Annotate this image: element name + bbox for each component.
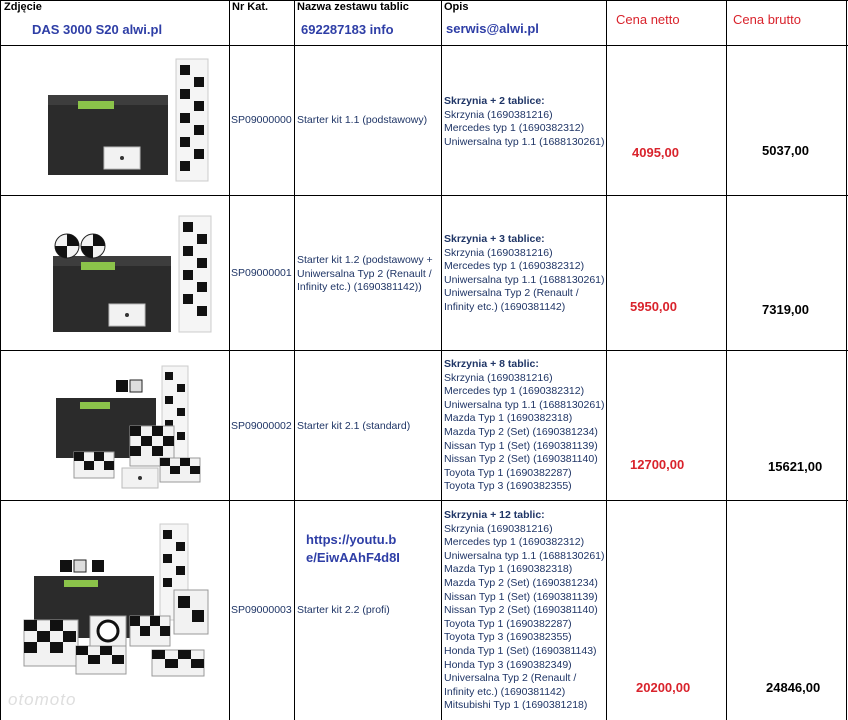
row-name: Starter kit 2.2 (profi) [297, 604, 390, 616]
desc-title: Skrzynia + 12 tablic: [444, 509, 545, 521]
desc-line: Toyota Typ 3 (1690382355) [444, 631, 572, 644]
price-netto: 5950,00 [630, 299, 677, 314]
grid-line [0, 195, 848, 196]
desc-line: Toyota Typ 1 (1690382287) [444, 466, 572, 479]
row-desc [444, 95, 606, 149]
product-photo-kit-2-1 [50, 362, 210, 497]
row-name: Starter kit 2.1 (standard) [297, 420, 411, 432]
desc-line: Skrzynia (1690381216) [444, 522, 553, 535]
price-netto: 20200,00 [636, 680, 691, 695]
header-netto: Cena netto [616, 12, 680, 27]
price-brutto: 24846,00 [766, 680, 821, 695]
video-link-line[interactable]: https://youtu.b [306, 532, 397, 547]
row-name: Starter kit 1.2 (podstawowy + Uniwersalna Typ 2 (Renault / Infinity etc.) (1690381142)) [297, 254, 433, 294]
price-netto: 4095,00 [632, 145, 679, 160]
desc-line: Uniwersalna Typ 2 (Renault / [444, 287, 579, 300]
desc-line: Mitsubishi Typ 1 (1690381218) [444, 699, 588, 712]
grid-line [726, 0, 727, 720]
desc-line: Mercedes typ 1 (1690382312) [444, 260, 585, 273]
desc-line: Skrzynia (1690381216) [444, 246, 553, 259]
desc-line: Skrzynia (1690381216) [444, 371, 553, 384]
product-photo-kit-1-1 [40, 55, 215, 192]
row-code: SP09000002 [231, 420, 292, 432]
desc-line: Toyota Typ 1 (1690382287) [444, 617, 572, 630]
grid-line [606, 0, 607, 720]
desc-line: Mazda Typ 2 (Set) (1690381234) [444, 576, 598, 589]
grid-line [294, 0, 295, 720]
desc-line: Skrzynia (1690381216) [444, 108, 553, 121]
desc-line: Nissan Typ 1 (Set) (1690381139) [444, 590, 598, 603]
price-netto: 12700,00 [630, 457, 685, 472]
desc-line: Universalna Typ 2 (Renault / [444, 672, 577, 685]
header-photo-sub: DAS 3000 S20 alwi.pl [32, 22, 163, 37]
desc-line: Uniwersalna typ 1.1 (1688130261) [444, 398, 605, 411]
row-code: SP09000001 [231, 267, 292, 279]
price-brutto: 5037,00 [762, 143, 809, 158]
product-photo-kit-1-2 [45, 210, 220, 345]
grid-line [229, 0, 230, 720]
row-desc [444, 233, 606, 315]
desc-line: Nissan Typ 1 (Set) (1690381139) [444, 439, 598, 452]
header-brutto: Cena brutto [733, 12, 801, 27]
grid-line [0, 350, 848, 351]
desc-line: Nissan Typ 2 (Set) (1690381140) [444, 604, 598, 617]
desc-title: Skrzynia + 2 tablice: [444, 95, 545, 107]
grid-line [0, 0, 1, 720]
grid-line [0, 0, 848, 1]
desc-line: Mazda Typ 2 (Set) (1690381234) [444, 425, 598, 438]
video-link-line[interactable]: e/EiwAAhF4d8I [306, 550, 400, 565]
header-name: Nazwa zestawu tablic [297, 1, 409, 13]
grid-line [0, 45, 848, 46]
watermark: otomoto [8, 690, 77, 709]
desc-title: Skrzynia + 8 tablic: [444, 358, 539, 370]
grid-line [0, 500, 848, 501]
row-desc [444, 509, 606, 713]
desc-title: Skrzynia + 3 tablice: [444, 233, 545, 245]
header-photo: Zdjęcie [4, 1, 42, 13]
desc-line: Toyota Typ 3 (1690382355) [444, 480, 572, 493]
header-code: Nr Kat. [232, 1, 269, 13]
product-photo-kit-2-2 [18, 520, 218, 695]
desc-line: Nissan Typ 2 (Set) (1690381140) [444, 453, 598, 466]
header-name-sub: 692287183 info [301, 22, 394, 37]
desc-line: Honda Typ 3 (1690382349) [444, 658, 572, 671]
price-brutto: 15621,00 [768, 459, 823, 474]
grid-line [846, 0, 847, 720]
desc-line: Uniwersalna typ 1.1 (1688130261) [444, 549, 605, 562]
desc-line: Infinity etc.) (1690381142) [444, 300, 566, 313]
desc-line: Infinity etc.) (1690381142) [444, 685, 566, 698]
row-name: Starter kit 1.1 (podstawowy) [297, 114, 428, 126]
row-desc [444, 358, 606, 494]
desc-line: Mazda Typ 1 (1690382318) [444, 563, 573, 576]
desc-line: Mazda Typ 1 (1690382318) [444, 412, 573, 425]
row-code: SP09000000 [231, 114, 292, 126]
desc-line: Uniwersalna typ 1.1 (1688130261) [444, 273, 605, 286]
desc-line: Mercedes typ 1 (1690382312) [444, 385, 585, 398]
desc-line: Mercedes typ 1 (1690382312) [444, 122, 585, 135]
row-code: SP09000003 [231, 604, 292, 616]
video-link[interactable] [306, 531, 400, 567]
desc-line: Honda Typ 1 (Set) (1690381143) [444, 644, 597, 657]
header-desc-sub: serwis@alwi.pl [446, 21, 539, 36]
header-desc: Opis [444, 1, 469, 13]
desc-line: Mercedes typ 1 (1690382312) [444, 536, 585, 549]
price-brutto: 7319,00 [762, 302, 809, 317]
grid-line [441, 0, 442, 720]
desc-line: Uniwersalna typ 1.1 (1688130261) [444, 135, 605, 148]
